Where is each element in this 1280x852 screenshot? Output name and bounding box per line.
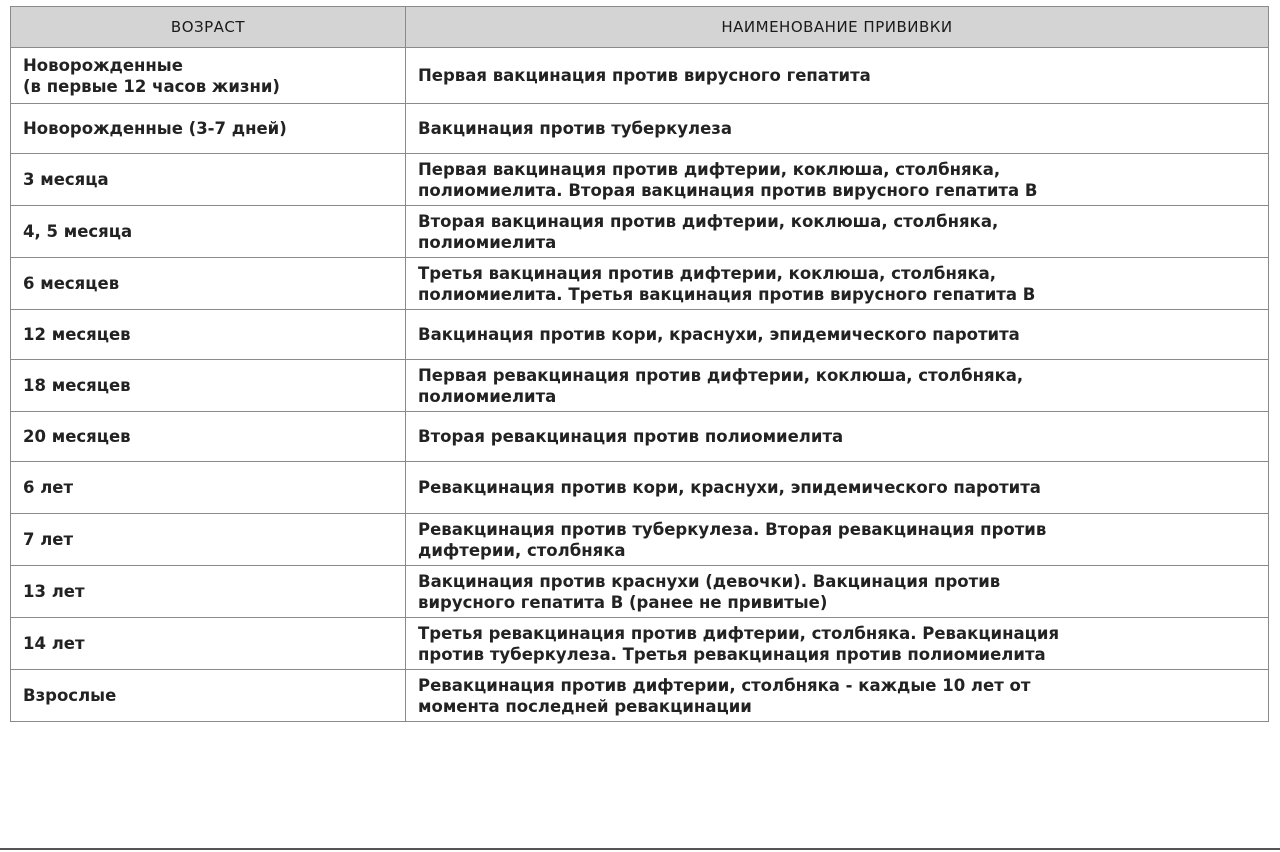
age-cell: 13 лет (11, 566, 406, 618)
vaccination-cell: Первая ревакцинация против дифтерии, коклюша, столбняка, полиомиелита (406, 360, 1269, 412)
vaccination-cell: Ревакцинация против дифтерии, столбняка - каждые 10 лет от момента последней ревакцинации (406, 670, 1269, 722)
age-cell: 7 лет (11, 514, 406, 566)
vaccination-cell: Вакцинация против туберкулеза (406, 104, 1269, 154)
vaccination-cell: Третья ревакцинация против дифтерии, столбняка. Ревакцинация против туберкулеза. Третья ревакцинация против полиомиелита (406, 618, 1269, 670)
age-cell: 6 месяцев (11, 258, 406, 310)
age-cell: Новорожденные (3-7 дней) (11, 104, 406, 154)
table-row (11, 566, 1269, 618)
table-row (11, 104, 1269, 154)
header-row (11, 7, 1269, 48)
vaccination-cell: Вторая ревакцинация против полиомиелита (406, 412, 1269, 462)
age-cell: 18 месяцев (11, 360, 406, 412)
table-row (11, 670, 1269, 722)
bottom-divider (0, 848, 1280, 850)
age-cell: 14 лет (11, 618, 406, 670)
table-row (11, 48, 1269, 104)
vaccination-cell: Третья вакцинация против дифтерии, коклюша, столбняка, полиомиелита. Третья вакцинация против вирусного гепатита В (406, 258, 1269, 310)
table-row (11, 462, 1269, 514)
age-cell: 3 месяца (11, 154, 406, 206)
table-row (11, 618, 1269, 670)
vaccination-cell: Ревакцинация против кори, краснухи, эпидемического паротита (406, 462, 1269, 514)
table-body (11, 48, 1269, 722)
age-cell: 12 месяцев (11, 310, 406, 360)
table-row (11, 258, 1269, 310)
table-row (11, 206, 1269, 258)
age-cell: Взрослые (11, 670, 406, 722)
table-row (11, 412, 1269, 462)
table-row (11, 310, 1269, 360)
vaccination-cell: Первая вакцинация против дифтерии, коклюша, столбняка, полиомиелита. Вторая вакцинация против вирусного гепатита В (406, 154, 1269, 206)
age-cell: 20 месяцев (11, 412, 406, 462)
vaccination-schedule-table (10, 6, 1269, 722)
age-cell: 6 лет (11, 462, 406, 514)
vaccination-cell: Ревакцинация против туберкулеза. Вторая ревакцинация против дифтерии, столбняка (406, 514, 1269, 566)
vaccination-cell: Вакцинация против краснухи (девочки). Вакцинация против вирусного гепатита В (ранее не привитые) (406, 566, 1269, 618)
table-row (11, 360, 1269, 412)
table-row (11, 154, 1269, 206)
age-cell: Новорожденные (в первые 12 часов жизни) (11, 48, 406, 104)
header-age: ВОЗРАСТ (11, 7, 406, 48)
age-cell: 4, 5 месяца (11, 206, 406, 258)
vaccination-cell: Вакцинация против кори, краснухи, эпидемического паротита (406, 310, 1269, 360)
vaccination-cell: Первая вакцинация против вирусного гепатита (406, 48, 1269, 104)
vaccination-cell: Вторая вакцинация против дифтерии, коклюша, столбняка, полиомиелита (406, 206, 1269, 258)
table-row (11, 514, 1269, 566)
header-vaccination: НАИМЕНОВАНИЕ ПРИВИВКИ (406, 7, 1269, 48)
